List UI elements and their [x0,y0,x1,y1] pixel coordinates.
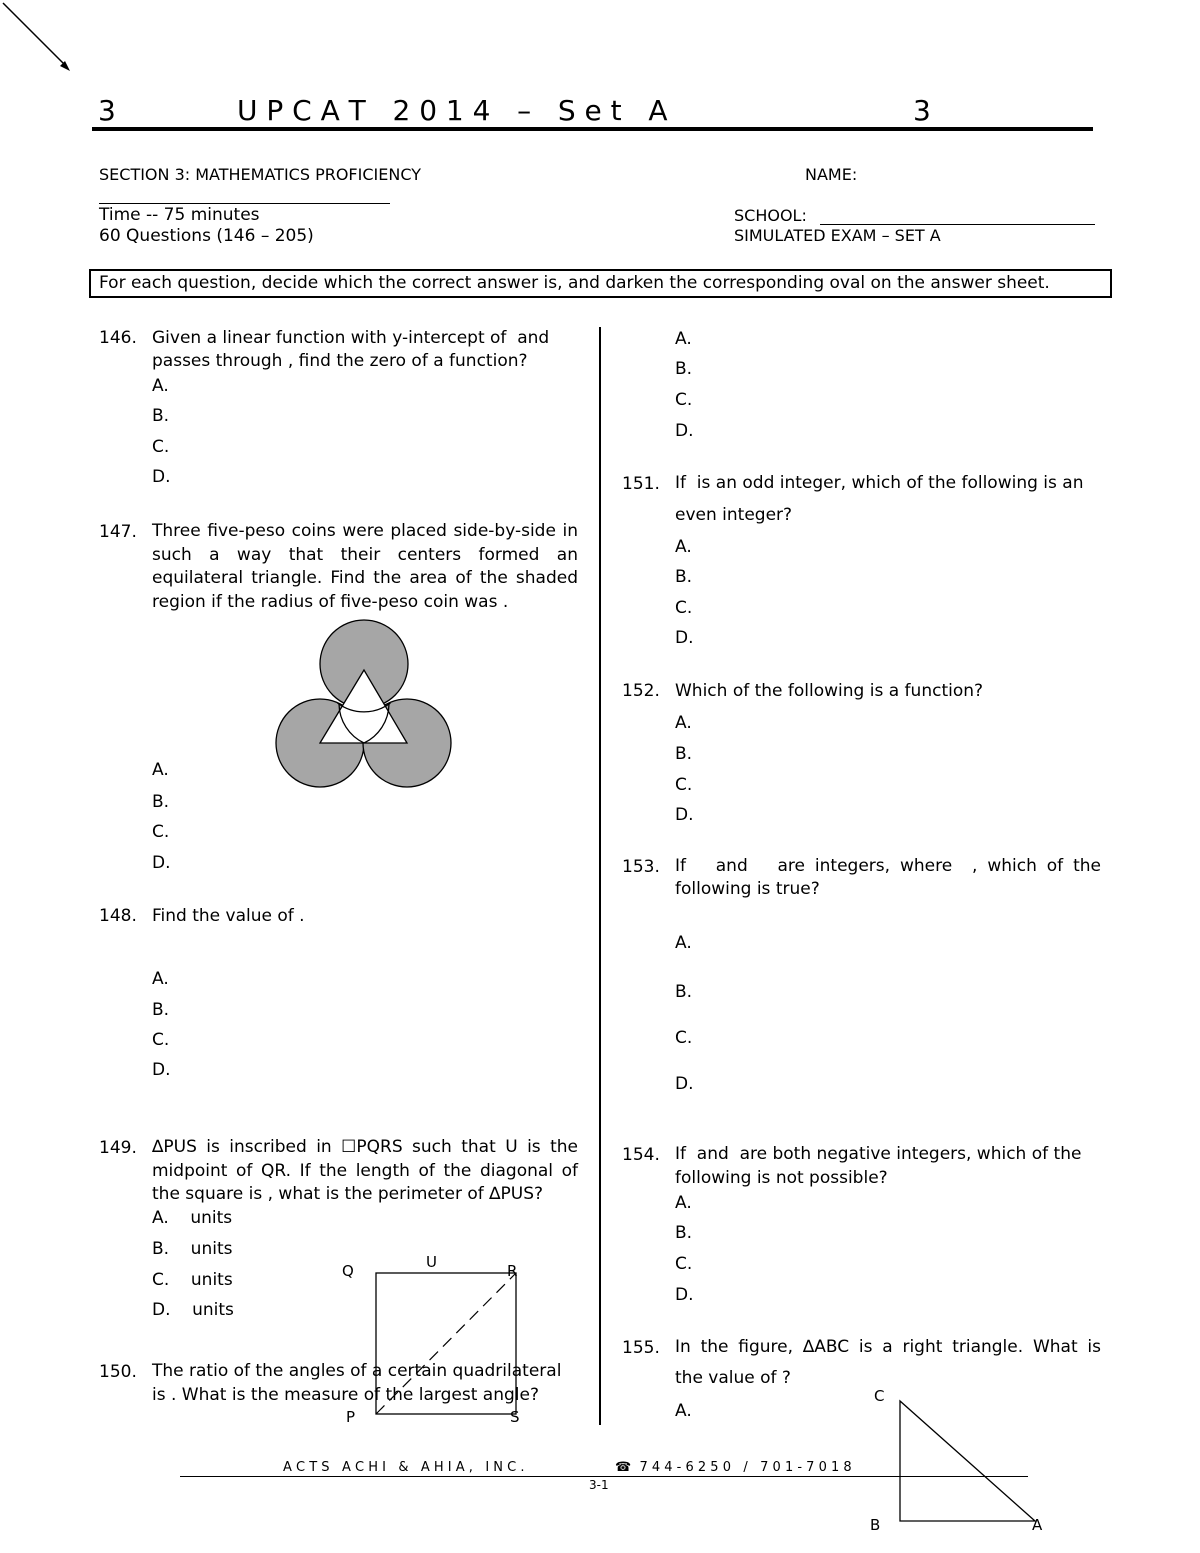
q150-text-line1: The ratio of the angles of a certain quadrilateral [152,1361,562,1381]
q148-option-b[interactable]: B. [152,1000,170,1020]
q147-text: Three five-peso coins were placed side-by-side in such a way that their centers formed an equilateral triangle. Find the area of the shaded region if the radius of five-peso coin was . [152,521,578,612]
q155-option-a[interactable]: A. [675,1401,692,1421]
q155-text-line2: the value of ? [675,1368,791,1388]
footer-company: A C T S A C H I & A H I A , I N C . [283,1460,525,1475]
q149-number: 149. [99,1138,137,1158]
time-limit: Time -- 75 minutes [99,205,260,225]
q153-text-line2: following is true? [675,879,820,899]
instruction-box [89,269,1112,298]
q147-option-b[interactable]: B. [152,792,170,812]
q147-option-d[interactable]: D. [152,853,171,873]
q150-option-b[interactable]: B. [675,359,693,379]
header-left-number: 3 [98,94,116,127]
q148-option-c[interactable]: C. [152,1030,170,1050]
q152-option-c[interactable]: C. [675,775,693,795]
label-b: B [870,1516,881,1534]
name-label: NAME: [805,165,858,184]
instruction-text: For each question, decide which the correct answer is, and darken the corresponding oval on the answer sheet. [99,273,1050,293]
corner-arrow-icon [0,0,80,80]
q152-option-b[interactable]: B. [675,744,693,764]
header-right-number: 3 [913,94,931,127]
q153-option-b[interactable]: B. [675,982,693,1002]
q154-number: 154. [622,1145,660,1165]
q149-option-b[interactable]: B. units [152,1239,233,1259]
q154-option-d[interactable]: D. [675,1285,694,1305]
q152-option-d[interactable]: D. [675,805,694,825]
q154-text-line2: following is not possible? [675,1168,888,1188]
q154-option-c[interactable]: C. [675,1254,693,1274]
header-rule [92,127,1093,131]
triangle-abc-figure [860,1385,1060,1535]
q151-option-d[interactable]: D. [675,628,694,648]
q151-text-line2: even integer? [675,505,793,525]
label-u: U [426,1253,437,1271]
q151-text-line1: If is an odd integer, which of the following is an [675,473,1084,493]
label-p: P [346,1408,356,1426]
footer-rule [180,1476,1028,1477]
coins-figure [270,618,460,793]
section-title: SECTION 3: MATHEMATICS PROFICIENCY [99,165,421,184]
page-number: 3-1 [589,1478,609,1492]
q154-option-a[interactable]: A. [675,1193,692,1213]
exam-label: SIMULATED EXAM – SET A [734,226,941,245]
q148-number: 148. [99,906,137,926]
q146-option-b[interactable]: B. [152,406,170,426]
school-label: SCHOOL: [734,206,807,225]
column-divider [599,327,601,1425]
label-r: R [507,1262,518,1280]
q150-text-line2: is . What is the measure of the largest angle? [152,1385,539,1405]
label-s: S [510,1408,520,1426]
q148-option-a[interactable]: A. [152,969,169,989]
q149-option-c[interactable]: C. units [152,1270,233,1290]
q146-option-c[interactable]: C. [152,437,170,457]
q153-text-line1: If and are integers, where , which of the [675,856,1101,876]
q150-option-d[interactable]: D. [675,421,694,441]
q153-option-d[interactable]: D. [675,1074,694,1094]
section-rule [99,203,390,204]
school-field-line [820,224,1095,225]
q154-option-b[interactable]: B. [675,1223,693,1243]
q146-text-line2: passes through , find the zero of a function? [152,351,528,371]
q149-option-a[interactable]: A. units [152,1208,233,1228]
q147-option-a[interactable]: A. [152,760,169,780]
q151-option-c[interactable]: C. [675,598,693,618]
q152-number: 152. [622,681,660,701]
q146-text-line1: Given a linear function with y-intercept of and [152,328,550,348]
q152-option-a[interactable]: A. [675,713,692,733]
q146-option-d[interactable]: D. [152,467,171,487]
q154-text-line1: If and are both negative integers, which of the [675,1144,1082,1164]
q149-text: ∆PUS is inscribed in ☐PQRS such that U is the midpoint of QR. If the length of the diagonal of the square is , what is the perimeter of ∆PUS? [152,1137,578,1204]
q149-option-d[interactable]: D. units [152,1300,234,1320]
q146-option-a[interactable]: A. [152,376,169,396]
q151-option-b[interactable]: B. [675,567,693,587]
q153-option-c[interactable]: C. [675,1028,693,1048]
q155-text-line1: In the figure, ∆ABC is a right triangle. What is [675,1337,1101,1357]
label-a: A [1032,1516,1043,1534]
label-c: C [874,1387,885,1405]
q150-number: 150. [99,1362,137,1382]
q147-number: 147. [99,522,137,542]
q150-option-a[interactable]: A. [675,329,692,349]
q152-text: Which of the following is a function? [675,681,984,701]
q153-number: 153. [622,857,660,877]
header-title: U P C A T 2 0 1 4 – S e t A [237,94,668,127]
q155-number: 155. [622,1338,660,1358]
q150-option-c[interactable]: C. [675,390,693,410]
q147-option-c[interactable]: C. [152,822,170,842]
q151-number: 151. [622,474,660,494]
label-q: Q [342,1262,354,1280]
q153-option-a[interactable]: A. [675,933,692,953]
question-count: 60 Questions (146 – 205) [99,226,314,246]
q146-number: 146. [99,328,137,348]
footer-phone: ☎ 7 4 4 - 6 2 5 0 / 7 0 1 - 7 0 1 8 [615,1460,852,1475]
q148-option-d[interactable]: D. [152,1060,171,1080]
q148-text: Find the value of . [152,906,305,926]
triangle-abc [900,1401,1035,1521]
q151-option-a[interactable]: A. [675,537,692,557]
